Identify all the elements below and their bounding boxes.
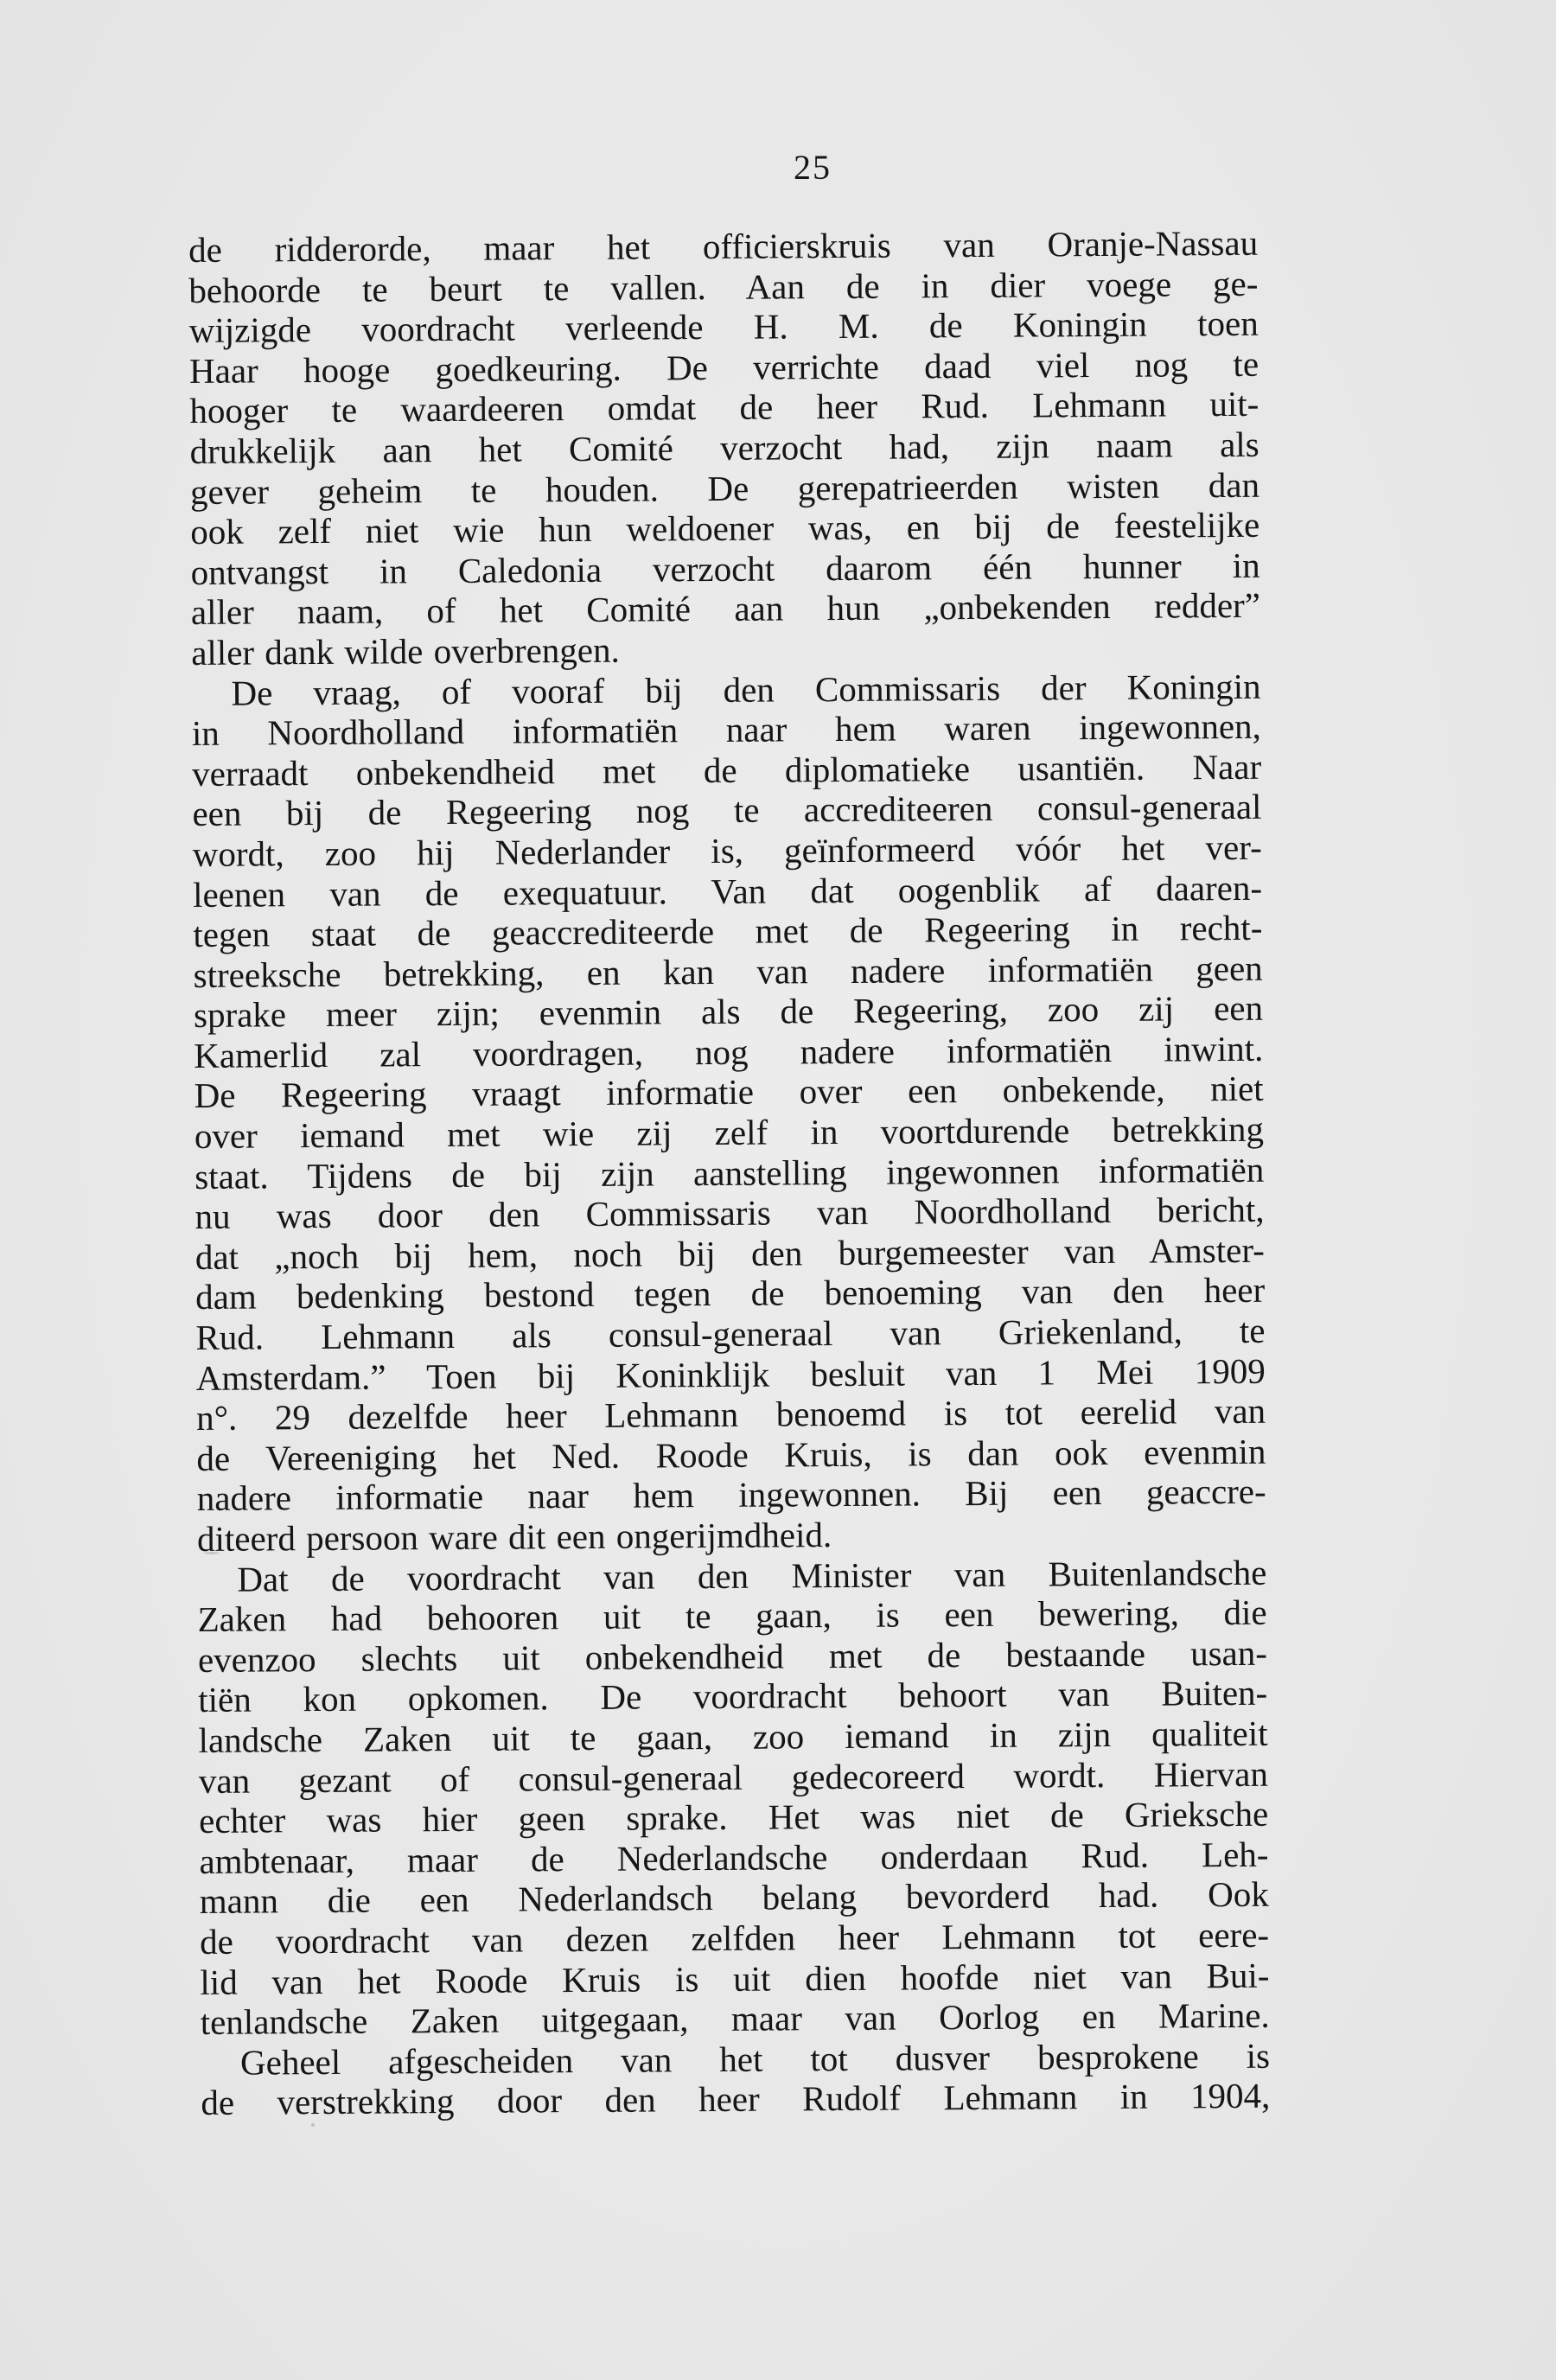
text-line: aller dank wilde overbrengen. [191,629,620,673]
page-number: 25 [794,148,832,187]
text-line: wijzigde voordracht verleende H. M. de Koningin toen [188,303,1259,351]
text-line: in Noordholland informatiën naar hem waren ingewonnen, [191,705,1261,754]
text-line: de ridderorde, maar het officierskruis van Oranje-Nassau [188,222,1259,270]
paper-speck [311,2123,315,2127]
text-line: nadere informatie naar hem ingewonnen. Bij een geaccre- [196,1471,1266,1519]
text-line: evenzoo slechts uit onbekendheid met de bestaande usan- [197,1632,1268,1680]
text-line: verraadt onbekendheid met de diplomatieke usantiën. Naar [192,746,1262,794]
text-line: Haar hooge goedkeuring. De verrichte daad viel nog te [188,343,1259,391]
paragraph [191,666,1266,1559]
paragraph [197,1552,1270,2042]
text-line: staat. Tijdens de bij zijn aanstelling ingewonnen informatiën [194,1149,1265,1196]
text-line: behoorde te beurt te vallen. Aan de in dier voege ge- [188,263,1259,310]
body-text [188,223,1270,2123]
text-line: ook zelf niet wie hun weldoener was, en bij de feestelijke [190,504,1260,552]
text-line: een bij de Regeering nog te accrediteeren consul-generaal [192,787,1262,834]
text-line: Kamerlid zal voordragen, nog nadere informatiën inwint. [194,1028,1264,1075]
paragraph [201,2035,1271,2122]
paragraph [188,223,1260,673]
text-line: tiën kon opkomen. De voordracht behoort van Buiten- [198,1673,1268,1720]
text-line: De Regeering vraagt informatie over een onbekende, niet [194,1069,1264,1116]
text-line: diteerd persoon ware dit een ongerijmdheid. [196,1515,832,1559]
text-line: hooger te waardeeren omdat de heer Rud. Lehmann uit- [189,384,1259,431]
text-line: De vraag, of vooraf bij den Commissaris der Koningin [231,666,1261,713]
text-line: de verstrekking door den heer Rudolf Lehmann in 1904, [201,2076,1271,2123]
text-line: streeksche betrekking, en kan van nadere informatiën geen [193,948,1263,995]
text-line: Amsterdam.” Toen bij Koninklijk besluit van 1 Mei 1909 [195,1350,1266,1398]
text-line: lid van het Roode Kruis is uit dien hoofde niet van Bui- [200,1955,1270,2002]
text-line: mann die een Nederlandsch belang bevorderd had. Ook [199,1874,1269,1922]
text-line: leenen van de exequatuur. Van dat oogenblik af daaren- [192,867,1263,915]
text-line: dam bedenking bestond tegen de benoeming van den heer [195,1270,1266,1318]
text-line: sprake meer zijn; evenmin als de Regeering, zoo zij een [193,988,1264,1036]
text-line: Rud. Lehmann als consul-generaal van Griekenland, te [195,1310,1266,1358]
text-line: dat „noch bij hem, noch bij den burgemeester van Amster- [194,1229,1266,1277]
text-line: wordt, zoo hij Nederlander is, geïnformeerd vóór het ver- [192,826,1262,874]
text-line: ambtenaar, maar de Nederlandsche onderdaan Rud. Leh- [199,1834,1269,1881]
text-line: tegen staat de geaccrediteerde met de Regeering in recht- [193,907,1263,955]
text-line: van gezant of consul-generaal gedecoreerd wordt. Hiervan [198,1753,1269,1801]
text-line: aller naam, of het Comité aan hun „onbekenden redder” [190,585,1261,633]
text-line: gever geheim te houden. De gerepatrieerden wisten dan [189,464,1260,512]
text-line: Zaken had behooren uit te gaan, is een bewering, die [197,1592,1267,1640]
text-line: landsche Zaken uit te gaan, zoo iemand in zijn qualiteit [198,1713,1268,1760]
paper-speck [204,1552,220,1554]
text-line: tenlandsche Zaken uitgegaan, maar van Oorlog en Marine. [200,1994,1270,2043]
text-line: echter was hier geen sprake. Het was niet de Grieksche [199,1793,1269,1841]
text-line: nu was door den Commissaris van Noordholland bericht, [194,1190,1265,1237]
text-line: de Vereeniging het Ned. Roode Kruis, is dan ook evenmin [196,1431,1266,1478]
text-line: Geheel afgescheiden van het tot dusver besprokene is [239,2035,1271,2083]
text-line: de voordracht van dezen zelfden heer Lehmann tot eere- [199,1914,1270,1962]
text-line: n°. 29 dezelfde heer Lehmann benoemd is tot eerelid van [195,1390,1266,1439]
text-line: over iemand met wie zij zelf in voortdurende betrekking [194,1108,1265,1157]
text-line: ontvangst in Caledonia verzocht daarom één hunner in [190,545,1260,592]
text-line: Dat de voordracht van den Minister van Buitenlandsche [237,1552,1267,1599]
text-line: drukkelijk aan het Comité verzocht had, zijn naam als [189,424,1259,471]
